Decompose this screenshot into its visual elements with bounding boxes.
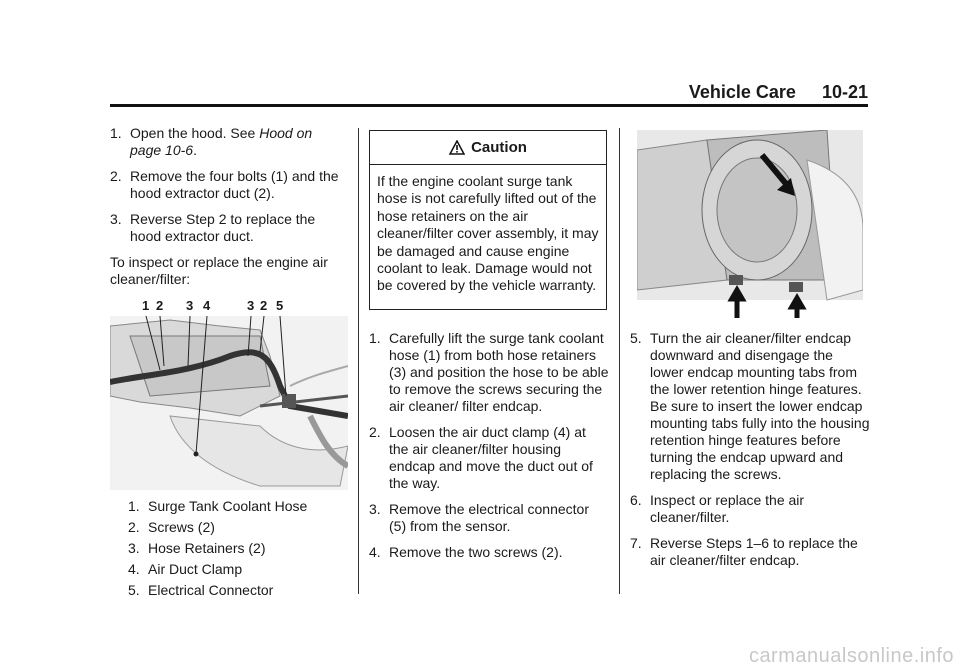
step-2 [110,168,346,202]
column-3 [630,330,870,578]
engine-bay-figure [110,296,348,490]
legend-item [128,561,346,578]
column-divider [619,128,620,594]
legend-item [128,498,346,515]
caution-text: If the engine coolant surge tank hose is not carefully lifted out of the hose retainers on the air cleaner/filter cover assembly, it may be damaged and cause engine coolant to leak. Damage would not be covered by the vehicle warranty. [377,173,599,294]
air-cleaner-illustration [637,130,863,318]
step-text: Remove the two screws (2). [389,544,563,560]
section-title: Vehicle Care [688,82,796,102]
page-number: 10-21 [821,82,868,102]
step-4 [369,544,609,561]
legend-text: Air Duct Clamp [148,561,243,577]
legend-item [128,519,346,536]
callout-number: 2 [260,298,268,313]
page-header [110,82,868,104]
legend-number: 1. [128,498,140,514]
step-6 [630,492,870,526]
step-text-tail: . [193,142,197,158]
cross-reference-link[interactable]: Hood on page 10-6 [130,125,313,158]
callout-number: 3 [186,298,194,313]
step-3 [369,501,609,535]
step-1 [369,330,609,415]
step-number: 7. [630,535,642,551]
step-text: Remove the electrical connector (5) from the sensor. [389,501,589,534]
step-text: Remove the four bolts (1) and the hood extractor duct (2). [130,168,339,201]
intro-paragraph: To inspect or replace the engine air cleaner/filter: [110,254,328,287]
legend-number: 2. [128,519,140,535]
callout-number: 5 [276,298,284,313]
caution-title: Caution [471,139,527,156]
caution-box [369,130,607,310]
step-number: 3. [110,211,122,227]
column-divider [358,128,359,594]
step-text: Reverse Step 2 to replace the hood extractor duct. [130,211,316,244]
air-cleaner-endcap-figure [637,130,863,318]
column-2 [369,330,609,570]
figure-legend [110,498,346,603]
watermark: carmanualsonline.info [748,645,954,667]
legend-number: 4. [128,561,140,577]
step-text: Reverse Steps 1–6 to replace the air cleaner/filter endcap. [650,535,858,568]
legend-text: Screws (2) [148,519,215,535]
step-number: 5. [630,330,642,346]
legend-item [128,540,346,557]
callout-number: 4 [203,298,211,313]
legend-list [110,498,346,599]
caution-icon [449,140,465,155]
legend-number: 5. [128,582,140,598]
step-number: 4. [369,544,381,560]
legend-number: 3. [128,540,140,556]
step-1 [110,125,346,159]
step-2 [369,424,609,492]
callout-number: 1 [142,298,150,313]
step-text: Inspect or replace the air cleaner/filter. [650,492,805,525]
legend-item [128,582,346,599]
step-number: 2. [369,424,381,440]
column-1 [110,125,346,298]
step-number: 3. [369,501,381,517]
callout-number: 2 [156,298,164,313]
step-text: Loosen the air duct clamp (4) at the air cleaner/filter housing endcap and move the duct out of the way. [389,424,593,491]
step-number: 2. [110,168,122,184]
header-rule [110,104,868,107]
caution-header [370,131,606,165]
step-number: 1. [369,330,381,346]
step-text [130,125,346,159]
step-7 [630,535,870,569]
step-3 [110,211,346,245]
legend-text: Surge Tank Coolant Hose [148,498,308,514]
legend-text: Electrical Connector [148,582,274,598]
step-number: 6. [630,492,642,508]
legend-text: Hose Retainers (2) [148,540,266,556]
callout-number: 3 [247,298,255,313]
step-number: 1. [110,125,122,141]
step-text-main: Open the hood. See [130,125,260,141]
engine-bay-illustration [110,296,348,490]
step-text: Carefully lift the surge tank coolant hose (1) from both hose retainers (3) and position the hose to be able to remove the screws securing the air cleaner/ filter endcap. [389,330,609,414]
step-5 [630,330,870,483]
step-text: Turn the air cleaner/filter endcap downward and disengage the lower endcap mounting tabs from the lower retention hinge features. Be sure to insert the lower endcap mounting tabs fully into the housing retention hinge features before turning the endcap upward and replacing the screws. [650,330,870,482]
